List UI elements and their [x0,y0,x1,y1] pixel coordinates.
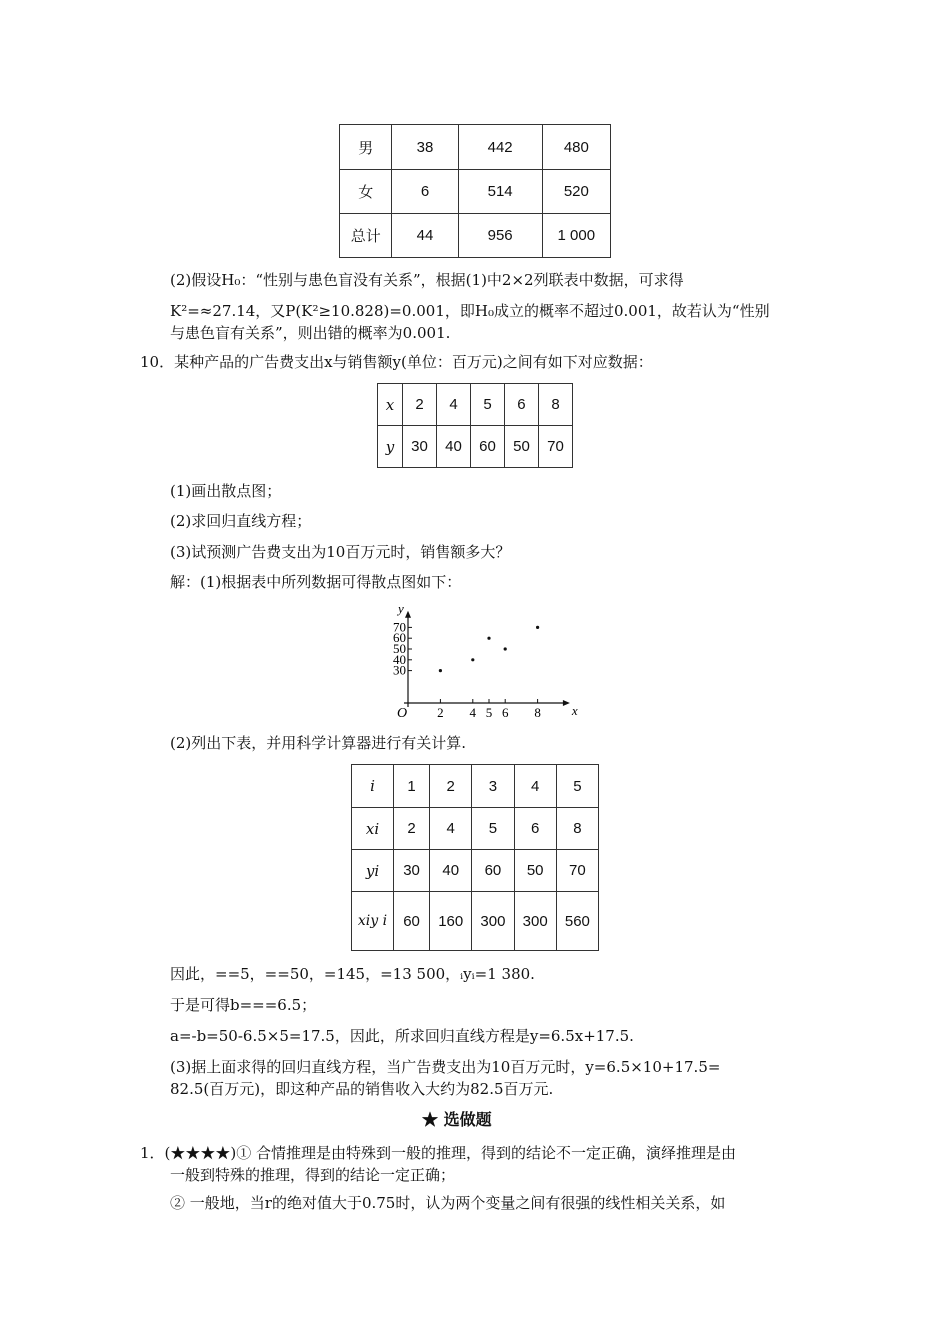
x-tick-label: 2 [437,705,444,720]
table-cell: 6 [504,384,538,426]
table-cell: 30 [403,426,437,468]
optional-q1-line-3: ② 一般地，当r的绝对值大于0.75时，认为两个变量之间有很强的线性相关关系，如 [170,1194,726,1212]
scatter-point [536,626,539,629]
y-tick-label: 60 [393,630,406,646]
contingency-table [339,124,611,258]
table-cell: 60 [471,426,505,468]
table-cell: 女 [340,170,392,214]
y-tick-label: 40 [393,651,406,667]
table-cell: 60 [394,892,430,951]
table-cell: 442 [458,125,542,170]
table-cell: 300 [472,892,514,951]
x-tick-label: 4 [469,705,477,720]
table-row [352,765,599,808]
table-row [378,426,573,468]
table-cell: 5 [472,808,514,850]
optional-q1-line-1: 1．(★★★★)① 合情推理是由特殊到一般的推理，得到的结论不一定正确，演绎推理是由 [140,1144,737,1162]
q10-b-line: 于是可得b===6.5； [170,996,317,1014]
table-cell: 男 [340,125,392,170]
table-cell: 5 [556,765,598,808]
table-cell: 560 [556,892,598,951]
table-row [378,384,573,426]
table-cell: 50 [514,850,556,892]
y-tick-label: 30 [393,662,406,678]
optional-section-heading: ★ 选做题 [422,1110,492,1129]
q10-sub-2: (2)求回归直线方程； [170,512,312,530]
y-axis-label: y [398,600,404,616]
scatter-plot [380,600,580,725]
table-cell: 5 [471,384,505,426]
y-tick-label: 70 [393,619,406,635]
q10-sub-3: (3)试预测广告费支出为10百万元时，销售额多大？ [170,543,511,561]
table-row [352,850,599,892]
table-cell: 2 [430,765,472,808]
part2-line-1: (2)假设H₀：“性别与患色盲没有关系”，根据(1)中2×2列联表中数据，可求得 [170,271,684,289]
scatter-point [487,637,490,640]
table-cell: 300 [514,892,556,951]
table-cell: 6 [514,808,556,850]
table-cell: 40 [437,426,471,468]
q10-solution-2: (2)列出下表，并用科学计算器进行有关计算. [170,734,467,752]
q10-therefore-line: 因此，==5，==50，=145，=13 500，ᵢyᵢ=1 380. [170,965,535,983]
table-cell: 2 [403,384,437,426]
table-row [340,170,611,214]
table-cell: 160 [430,892,472,951]
q10-sub-1: (1)画出散点图； [170,482,282,500]
xy-data-table [377,383,573,468]
table-cell: i [352,765,394,808]
table-cell: yi [352,850,394,892]
q10-part3-line-1: (3)据上面求得的回归直线方程，当广告费支出为10百万元时，y=6.5×10+17.5= [170,1058,721,1076]
table-cell: y [378,426,403,468]
x-tick-label: 6 [501,705,509,720]
table-cell: 2 [394,808,430,850]
table-row [352,892,599,951]
table-cell: 480 [542,125,610,170]
table-cell: 38 [392,125,458,170]
x-tick-label: 5 [485,705,493,720]
table-cell: 8 [556,808,598,850]
table-cell: 44 [392,214,458,258]
x-axis-arrow [563,700,570,706]
table-cell: 4 [430,808,472,850]
calc-table [351,764,599,951]
scatter-point [471,658,474,661]
table-cell: 4 [437,384,471,426]
table-cell: 总计 [340,214,392,258]
table-cell: 956 [458,214,542,258]
table-cell: 40 [430,850,472,892]
table-cell: x [378,384,403,426]
q10-part3-line-2: 82.5(百万元)，即这种产品的销售收入大约为82.5百万元. [170,1080,554,1098]
table-row [340,125,611,170]
scatter-point [439,669,442,672]
table-row [340,214,611,258]
table-row [352,808,599,850]
table-cell: 60 [472,850,514,892]
y-axis-arrow [405,611,411,618]
table-cell: 6 [392,170,458,214]
part2-line-2: K²=≈27.14，又P(K²≥10.828)=0.001，即H₀成立的概率不超过0.001，故若认为“性别 [170,302,770,320]
table-cell: 70 [538,426,572,468]
y-tick-label: 50 [393,641,406,656]
table-cell: 514 [458,170,542,214]
table-cell: 1 [394,765,430,808]
q10-a-line: a=-b=50-6.5×5=17.5，因此，所求回归直线方程是y=6.5x+17.5. [170,1027,634,1045]
optional-q1-line-2: 一般到特殊的推理，得到的结论一定正确； [170,1166,456,1184]
part2-line-3: 与患色盲有关系”，则出错的概率为0.001. [170,324,451,342]
table-cell: 50 [504,426,538,468]
q10-stem: 10．某种产品的广告费支出x与销售额y(单位：百万元)之间有如下对应数据： [140,353,653,371]
table-cell: 520 [542,170,610,214]
table-cell: xiy i [352,892,394,951]
table-cell: 3 [472,765,514,808]
table-cell: 30 [394,850,430,892]
scatter-point [504,647,507,650]
table-cell: xi [352,808,394,850]
x-axis-label: x [571,703,578,718]
table-cell: 70 [556,850,598,892]
origin-label: O [397,706,408,721]
table-cell: 8 [538,384,572,426]
x-tick-label: 8 [534,705,541,720]
q10-solution-1: 解：(1)根据表中所列数据可得散点图如下： [170,573,462,591]
table-cell: 4 [514,765,556,808]
table-cell: 1 000 [542,214,610,258]
